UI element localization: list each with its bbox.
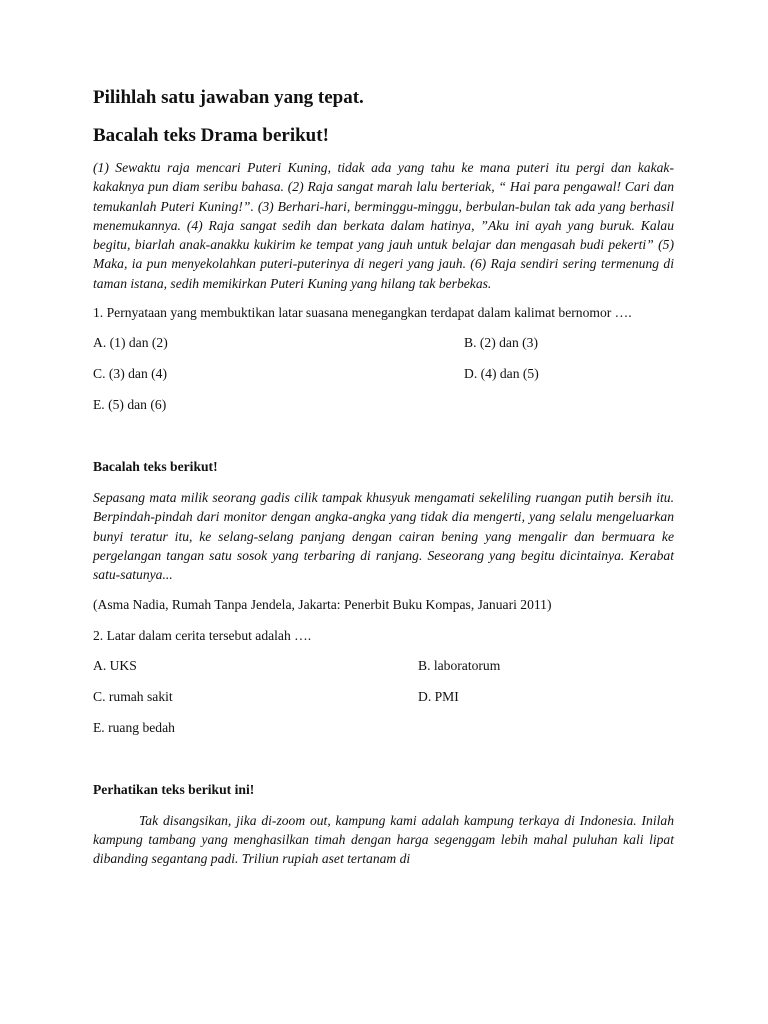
question-1: 1. Pernyataan yang membuktikan latar suasana menegangkan terdapat dalam kalimat bernomor …. (93, 305, 632, 321)
q1-option-d: D. (4) dan (5) (464, 366, 539, 382)
section2-title: Bacalah teks berikut! (93, 459, 218, 475)
q2-options-row-2 (93, 689, 674, 707)
section3-title: Perhatikan teks berikut ini! (93, 781, 255, 797)
q1-option-c: C. (3) dan (4) (93, 366, 167, 382)
q1-options-row-3 (93, 397, 674, 415)
q2-option-e: E. ruang bedah (93, 719, 175, 735)
main-heading: Pilihlah satu jawaban yang tepat. (93, 87, 364, 108)
drama-text: (1) Sewaktu raja mencari Puteri Kuning, tidak ada yang tahu ke mana puteri itu pergi dan kakak-kakaknya pun diam seribu bahasa. (2) Raja sangat marah lalu berteriak, “ Hai para pengawal! Cari dan temukanlah Puteri Kuning!”. (3) Berhari-hari, berminggu-minggu, berbulan-bulan tak ada yang berhasil menemukannya. (4) Raja sangat sedih dan berkata dalam hatinya, ”Aku ini ayah yang buruk. Kalau begitu, biarlah anak-anakku kukirim ke tempat yang jauh untuk belajar dan mengasah budi pekerti” (5) Maka, ia pun menyekolahkan puteri-puterinya di negeri yang jauh. (6) Raja sendiri sering termenung di taman istana, sedih memikirkan Puteri Kuning yang hilang tak berbekas. (93, 160, 674, 291)
q2-options-row-1 (93, 658, 674, 676)
question-2: 2. Latar dalam cerita tersebut adalah …. (93, 627, 312, 643)
q1-option-a: A. (1) dan (2) (93, 335, 168, 351)
q1-option-e: E. (5) dan (6) (93, 397, 167, 413)
document-page (93, 86, 674, 879)
novel-excerpt: Sepasang mata milik seorang gadis cilik tampak khusyuk mengamati sekeliling ruangan putih bersih itu. Berpindah-pindah dari monitor dengan angka-angka yang tidak dia mengerti, yang selalu mengeluarkan bunyi teratur itu, ke selang-selang panjang dengan cairan bening yang mengalir dan bermuara ke pergelangan tangan satu sosok yang terbaring di ranjang. Seseorang yang begitu dicintainya. Kerabat satu-satunya... (93, 490, 674, 583)
q1-option-b: B. (2) dan (3) (464, 335, 538, 351)
excerpt-source: (Asma Nadia, Rumah Tanpa Jendela, Jakarta: Penerbit Buku Kompas, Januari 2011) (93, 596, 552, 612)
q2-option-a: A. UKS (93, 657, 137, 673)
section3-text: Tak disangsikan, jika di-zoom out, kampung kami adalah kampung terkaya di Indonesia. Inilah kampung tambang yang menghasilkan timah dengan harga segenggam lebih mahal puluhan kali lipat dibanding segantang padi. Triliun rupiah aset tertanam di (93, 812, 674, 867)
q2-option-c: C. rumah sakit (93, 688, 173, 704)
q1-options-row-1 (93, 335, 674, 353)
q1-options-row-2 (93, 366, 674, 384)
section1-title: Bacalah teks Drama berikut! (93, 125, 329, 146)
q2-options-row-3 (93, 720, 674, 738)
q2-option-b: B. laboratorum (418, 657, 501, 673)
q2-option-d: D. PMI (418, 688, 459, 704)
